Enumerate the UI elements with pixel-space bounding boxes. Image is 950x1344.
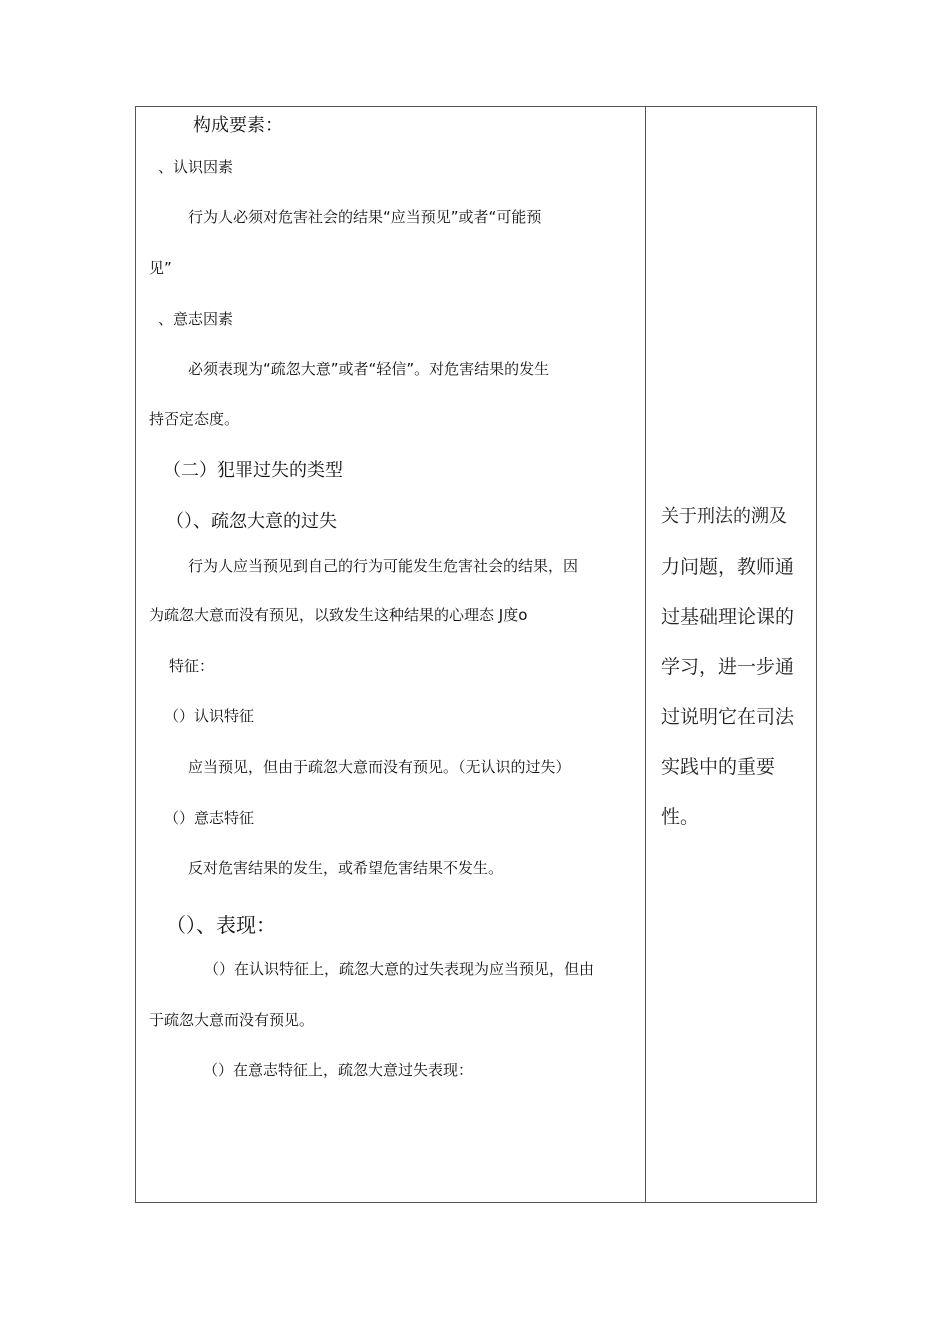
item-cognitive-feature: （）认识特征 xyxy=(164,707,255,725)
paragraph-line: 应当预见，但由于疏忽大意而没有预见。（无认识的过失） xyxy=(188,758,571,776)
item-volition-factor: 、意志因素 xyxy=(158,310,234,328)
paragraph-line: （）在意志特征上，疏忽大意过失表现： xyxy=(203,1061,474,1079)
side-note-line: 力问题，教师通 xyxy=(661,556,795,578)
item-volition-feature: （）意志特征 xyxy=(164,809,255,827)
section-heading: （二）犯罪过失的类型 xyxy=(163,460,343,481)
paragraph-line: （）在认识特征上，疏忽大意的过失表现为应当预见，但由 xyxy=(204,960,595,978)
side-note-line: 学习，进一步通 xyxy=(661,656,795,678)
side-note-line: 实践中的重要 xyxy=(661,756,776,778)
side-note-line: 过说明它在司法 xyxy=(661,706,795,728)
side-note-line: 关于刑法的溯及 xyxy=(661,506,787,527)
subsection-heading: （）、表现： xyxy=(166,913,276,937)
paragraph-line: 行为人应当预见到自己的行为可能发生危害社会的结果，因 xyxy=(188,557,579,575)
side-note-line: 过基础理论课的 xyxy=(661,606,795,628)
paragraph-line: 持否定态度。 xyxy=(149,410,240,428)
paragraph-line: 反对危害结果的发生，或希望危害结果不发生。 xyxy=(188,859,504,877)
paragraph-line: 行为人必须对危害社会的结果“应当预见”或者“可能预 xyxy=(188,208,542,226)
paragraph-line: 见” xyxy=(149,259,172,277)
features-label: 特征： xyxy=(169,657,215,675)
paragraph-line: 为疏忽大意而没有预见，以致发生这种结果的心理态 J度o xyxy=(149,606,528,624)
lesson-table xyxy=(135,106,817,1203)
subsection-heading: （）、疏忽大意的过失 xyxy=(166,511,337,532)
side-note-line: 性。 xyxy=(661,806,700,828)
column-divider xyxy=(645,107,646,1202)
paragraph-line: 必须表现为“疏忽大意”或者“轻信”。对危害结果的发生 xyxy=(188,360,550,378)
heading-elements: 构成要素： xyxy=(193,115,283,136)
paragraph-line: 于疏忽大意而没有预见。 xyxy=(149,1011,315,1029)
item-cognitive-factor: 、认识因素 xyxy=(158,158,234,176)
